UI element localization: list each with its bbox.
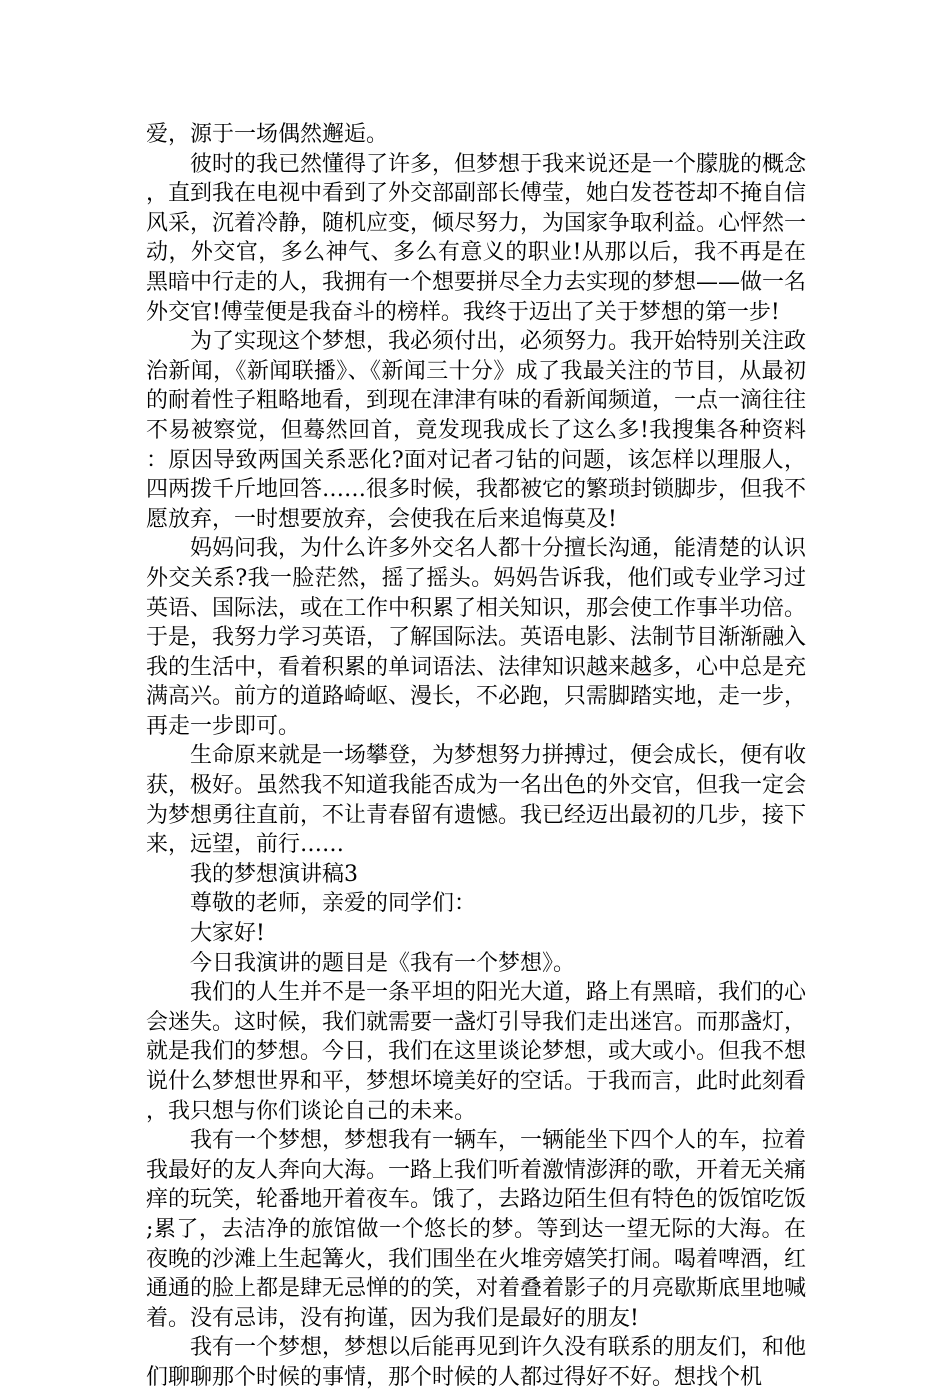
paragraph-4: 妈妈问我，为什么许多外交名人都十分擅长沟通，能清楚的认识外交关系?我一脸茫然，摇了摇头。妈妈告诉我，他们或专业学习过英语、国际法，或在工作中积累了相关知识，那会使工作事半功倍。于是，我努力学习英语，了解国际法。英语电影、法制节目渐渐融入我的生活中，看着积累的单词语法、法律知识越来越多，心中总是充满高兴。前方的道路崎岖、漫长，不必跑，只需脚踏实地，走一步，再走一步即可。 <box>146 536 807 739</box>
paragraph-1: 爱，源于一场偶然邂逅。 <box>146 122 389 147</box>
paragraph-2: 彼时的我已然懂得了许多，但梦想于我来说还是一个朦胧的概念，直到我在电视中看到了外交部副部长傅莹，她白发苍苍却不掩自信风采，沉着冷静，随机应变，倾尽努力，为国家争取利益。心怦然一动，外交官，多么神气、多么有意义的职业!从那以后，我不再是在黑暗中行走的人，我拥有一个想要拼尽全力去实现的梦想——做一名外交官!傅莹便是我奋斗的榜样。我终于迈出了关于梦想的第一步! <box>146 151 807 325</box>
speech-title: 我的梦想演讲稿3 <box>190 861 358 887</box>
speech-paragraph-2: 我有一个梦想，梦想我有一辆车，一辆能坐下四个人的车，拉着我最好的友人奔向大海。一路上我们听着激情澎湃的歌，开着无关痛痒的玩笑，轮番地开着夜车。饿了，去路边陌生但有特色的饭馆吃饭;累了，去洁净的旅馆做一个悠长的梦。等到达一望无际的大海。在夜晚的沙滩上生起篝火，我们围坐在火堆旁嬉笑打闹。喝着啤酒，红通通的脸上都是肆无忌惮的的笑，对着叠着影子的月亮歇斯底里地喊着。没有忌讳，没有拘谨，因为我们是最好的朋友! <box>146 1128 807 1331</box>
document-page <box>146 120 806 1393</box>
hello-line: 大家好! <box>190 921 265 947</box>
topic-line: 今日我演讲的题目是《我有一个梦想》。 <box>190 950 576 976</box>
paragraph-3: 为了实现这个梦想，我必须付出，必须努力。我开始特别关注政治新闻，《新闻联播》、《新闻三十分》成了我最关注的节目，从最初的耐着性子粗略地看，到现在津津有味的看新闻频道，一点一滴往往不易被察觉，但蓦然回首，竟发现我成长了这么多!我搜集各种资料：原因导致两国关系恶化?面对记者刁钻的问题，该怎样以理服人，四两拨千斤地回答……很多时候，我都被它的繁琐封锁脚步，但我不愿放弃，一时想要放弃，会使我在后来追悔莫及! <box>146 329 807 532</box>
speech-paragraph-1: 我们的人生并不是一条平坦的阳光大道，路上有黑暗，我们的心会迷失。这时候，我们就需要一盏灯引导我们走出迷宫。而那盏灯，就是我们的梦想。今日，我们在这里谈论梦想，或大或小。但我不想说什么梦想世界和平，梦想坏境美好的空话。于我而言，此时此刻看，我只想与你们谈论自己的未来。 <box>146 980 807 1124</box>
greeting: 尊敬的老师，亲爱的同学们： <box>190 891 477 917</box>
speech-paragraph-3: 我有一个梦想，梦想以后能再见到许久没有联系的朋友们，和他们聊聊那个时候的事情，那个时候的人都过得好不好。想找个机 <box>146 1335 807 1390</box>
paragraph-5: 生命原来就是一场攀登，为梦想努力拼搏过，便会成长，便有收获，极好。虽然我不知道我能否成为一名出色的外交官，但我一定会为梦想勇往直前，不让青春留有遗憾。我已经迈出最初的几步，接下来，远望，前行…… <box>146 743 807 858</box>
